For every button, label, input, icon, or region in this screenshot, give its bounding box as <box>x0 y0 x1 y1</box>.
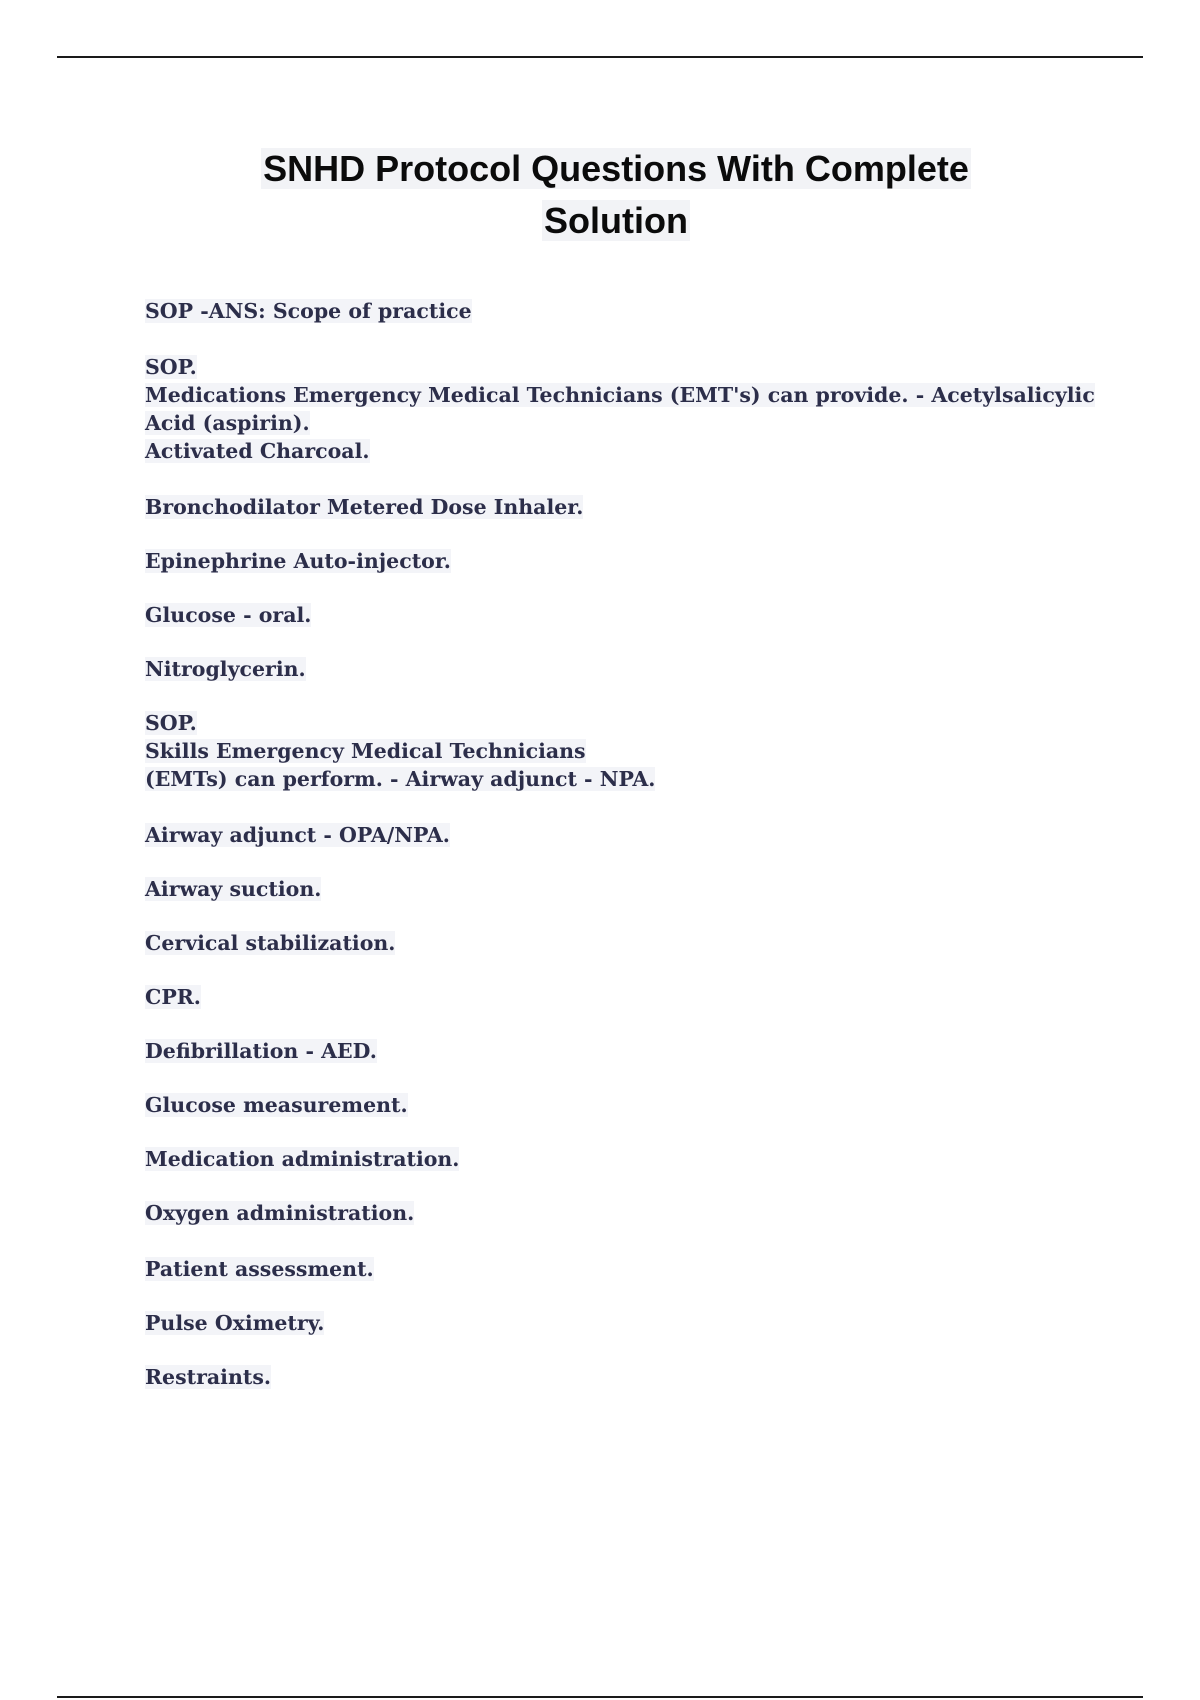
text-line: Nitroglycerin. <box>145 657 306 681</box>
paragraph <box>145 1309 1105 1337</box>
paragraph <box>145 547 1105 575</box>
text-line: Medications Emergency Medical Technicians (EMT's) can provide. - Acetylsalicylic <box>145 383 1095 407</box>
paragraph <box>145 1255 1105 1283</box>
document-title <box>0 143 1200 247</box>
paragraph <box>145 1199 1105 1227</box>
text-line: SOP. <box>145 711 197 735</box>
paragraph <box>145 875 1105 903</box>
title-line-1: SNHD Protocol Questions With Complete <box>263 148 969 189</box>
paragraph <box>145 709 1105 793</box>
text-line: Airway suction. <box>145 877 322 901</box>
text-line: Airway adjunct - OPA/NPA. <box>145 823 450 847</box>
paragraph <box>145 983 1105 1011</box>
text-line: CPR. <box>145 985 201 1009</box>
text-line: Patient assessment. <box>145 1257 374 1281</box>
text-line: Oxygen administration. <box>145 1201 415 1225</box>
title-line-2: Solution <box>544 200 688 241</box>
text-line: Bronchodilator Metered Dose Inhaler. <box>145 495 584 519</box>
text-line: Skills Emergency Medical Technicians <box>145 739 586 763</box>
text-line: Medication administration. <box>145 1147 460 1171</box>
text-line: Cervical stabilization. <box>145 931 396 955</box>
text-line: Glucose - oral. <box>145 603 312 627</box>
text-line: Defibrillation - AED. <box>145 1039 377 1063</box>
footer-rule <box>57 1696 1143 1698</box>
text-line: SOP. <box>145 355 197 379</box>
paragraph <box>145 297 1105 325</box>
paragraph <box>145 821 1105 849</box>
paragraph <box>145 1363 1105 1391</box>
text-line: Acid (aspirin). <box>145 411 310 435</box>
paragraph <box>145 353 1105 465</box>
header-rule <box>57 56 1143 58</box>
paragraph <box>145 929 1105 957</box>
paragraph <box>145 1091 1105 1119</box>
text-line: (EMTs) can perform. - Airway adjunct - NPA. <box>145 767 656 791</box>
text-line: Pulse Oximetry. <box>145 1311 325 1335</box>
text-line: Epinephrine Auto-injector. <box>145 549 451 573</box>
text-line: Restraints. <box>145 1365 272 1389</box>
text-line: SOP -ANS: Scope of practice <box>145 299 472 323</box>
paragraph <box>145 1145 1105 1173</box>
text-line: Glucose measurement. <box>145 1093 408 1117</box>
text-line: Activated Charcoal. <box>145 439 370 463</box>
document-body <box>145 297 1105 1391</box>
paragraph <box>145 1037 1105 1065</box>
paragraph <box>145 655 1105 683</box>
paragraph <box>145 493 1105 521</box>
paragraph <box>145 601 1105 629</box>
